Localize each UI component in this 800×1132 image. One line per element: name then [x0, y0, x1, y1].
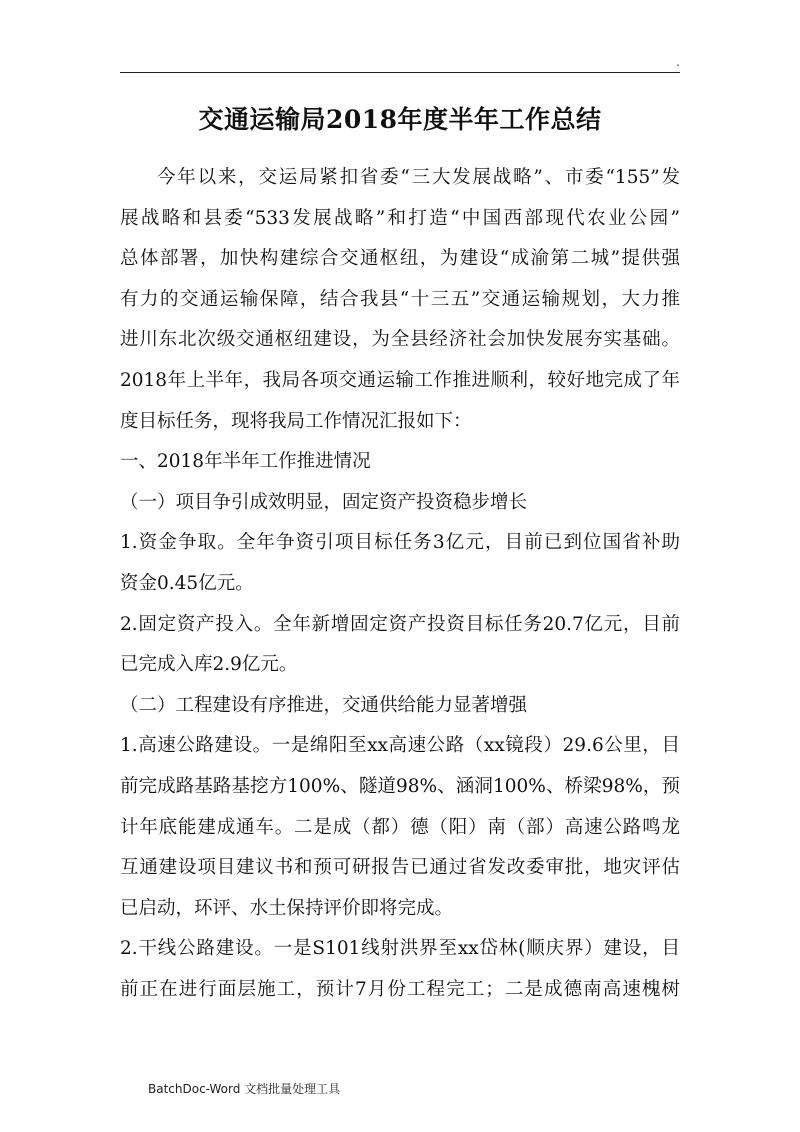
section-heading: 一、2018年半年工作推进情况	[120, 451, 371, 473]
body-line: 已启动，环评、水土保持评价即将完成。	[120, 897, 454, 919]
body-line: 2.固定资产投入。全年新增固定资产投资目标任务20.7亿元，目前	[120, 613, 680, 635]
body-line: 1.高速公路建设。一是绵阳至xx高速公路（xx镜段）29.6公里，目	[120, 735, 680, 757]
document-title: 交通运输局2018年度半年工作总结	[198, 105, 602, 134]
body-line: 今年以来，交运局紧扣省委“三大发展战略”、市委“155”发	[157, 167, 680, 188]
body-line: 已完成入库2.9亿元。	[120, 654, 298, 676]
footer-text: BatchDoc-Word 文档批量处理工具	[148, 1082, 341, 1096]
body-line: 总体部署，加快构建综合交通枢纽，为建设“成渝第二城”提供强	[120, 248, 680, 270]
body-line: 计年底能建成通车。二是成（都）德（阳）南（部）高速公路鸣龙	[120, 816, 680, 838]
header-rule	[120, 72, 680, 73]
body-line: 前正在进行面层施工，预计7月份工程完工；二是成德南高速槐树	[120, 978, 680, 1000]
subsection-heading: （一）项目争引成效明显，固定资产投资稳步增长	[120, 491, 528, 513]
body-line: 度目标任务，现将我局工作情况汇报如下：	[120, 410, 472, 432]
body-line: 展战略和县委“533发展战略”和打造“中国西部现代农业公园”	[120, 207, 680, 229]
body-line: 资金0.45亿元。	[120, 572, 254, 594]
subsection-heading: （二）工程建设有序推进，交通供给能力显著增强	[120, 694, 528, 716]
body-line: 互通建设项目建议书和预可研报告已通过省发改委审批，地灾评估	[120, 857, 680, 879]
body-line: 2.干线公路建设。一是S101线射洪界至xx岱林(顺庆界）建设，目	[120, 938, 680, 960]
body-line: 1.资金争取。全年争资引项目标任务3亿元，目前已到位国省补助	[120, 532, 680, 554]
body-line: 有力的交通运输保障，结合我县“十三五”交通运输规划，大力推	[120, 288, 680, 310]
header-dot: .	[676, 55, 680, 69]
body-line: 前完成路基路基挖方100%、隧道98%、涵洞100%、桥梁98%，预	[120, 775, 680, 797]
body-line: 进川东北次级交通枢纽建设，为全县经济社会加快发展夯实基础。	[120, 329, 680, 351]
document-body	[120, 158, 680, 1010]
body-line: 2018年上半年，我局各项交通运输工作推进顺利，较好地完成了年	[120, 369, 680, 391]
